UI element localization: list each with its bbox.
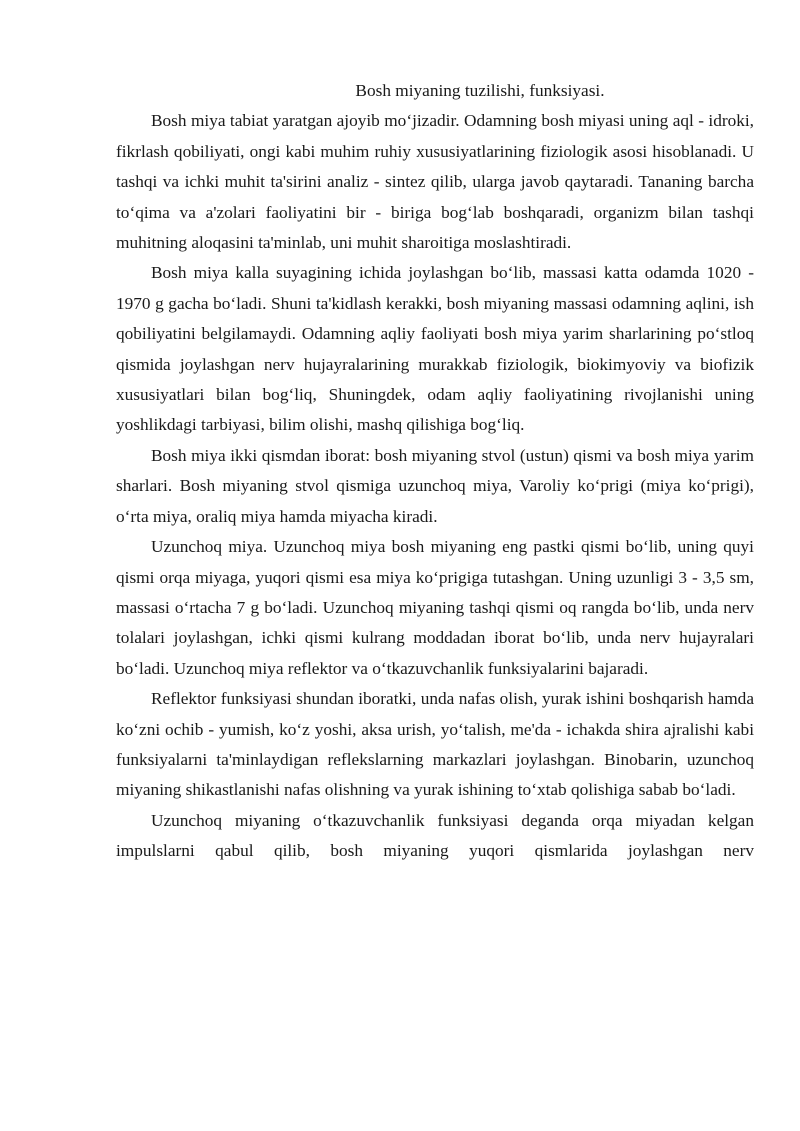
paragraph-4: Uzunchoq miya. Uzunchoq miya bosh miyaning eng pastki qismi bo‘lib, uning quyi qismi orqa miyaga, yuqori qismi esa miya ko‘prigiga tutashgan. Uning uzunligi 3 - 3,5 sm, massasi o‘rtacha 7 g bo‘ladi. Uzunchoq miyaning tashqi qismi oq rangda bo‘lib, unda nerv tolalari joylashgan, ichki qismi kulrang moddadan iborat bo‘lib, unda nerv hujayralari bo‘ladi. Uzunchoq miya reflektor va o‘tkazuvchanlik funksiyalarini bajaradi.: [116, 537, 754, 678]
paragraph-3: Bosh miya ikki qismdan iborat: bosh miyaning stvol (ustun) qismi va bosh miya yarim sharlari. Bosh miyaning stvol qismiga uzunchoq miya, Varoliy ko‘prigi (miya ko‘prigi), o‘rta miya, oraliq miya hamda miyacha kiradi.: [116, 445, 754, 526]
document-body: [116, 76, 754, 867]
paragraph-6: Uzunchoq miyaning o‘tkazuvchanlik funksiyasi deganda orqa miyadan kelgan impulslarni qabul qilib, bosh miyaning yuqori qismlarida joylashgan nerv: [116, 810, 754, 861]
paragraph-5: Reflektor funksiyasi shundan iboratki, unda nafas olish, yurak ishini boshqarish hamda ko‘zni ochib - yumish, ko‘z yoshi, aksa urish, yo‘talish, me'da - ichakda shira ajralishi kabi funksiyalarni ta'minlaydigan reflekslarning markazlari joylashgan. Binobarin, uzunchoq miyaning shikastlanishi nafas olishning va yurak ishining to‘xtab qolishiga sabab bo‘ladi.: [116, 689, 754, 800]
paragraph-2: Bosh miya kalla suyagining ichida joylashgan bo‘lib, massasi katta odamda 1020 - 1970 g gacha bo‘ladi. Shuni ta'kidlash kerakki, bosh miyaning massasi odamning aqlini, ish qobiliyatini belgilamaydi. Odamning aqliy faoliyati bosh miya yarim sharlarining po‘stloq qismida joylashgan nerv hujayralarining murakkab fiziologik, biokimyoviy va biofizik xususiyatlari bilan bog‘liq, Shuningdek, odam aqliy faoliyatining rivojlanishi uning yoshlikdagi tarbiyasi, bilim olishi, mashq qilishiga bog‘liq.: [116, 263, 754, 435]
paragraph-1: Bosh miya tabiat yaratgan ajoyib mo‘jizadir. Odamning bosh miyasi uning aql - idroki, fikrlash qobiliyati, ongi kabi muhim ruhiy xususiyatlarining fiziologik asosi hisoblanadi. U tashqi va ichki muhit ta'sirini analiz - sintez qilib, ularga javob qaytaradi. Tananing barcha to‘qima va a'zolari faoliyatini bir - biriga bog‘lab boshqaradi, organizm bilan tashqi muhitning aloqasini ta'minlab, uni muhit sharoitiga moslashtiradi.: [116, 111, 754, 253]
document-title: Bosh miyaning tuzilishi, funksiyasi.: [355, 81, 605, 100]
